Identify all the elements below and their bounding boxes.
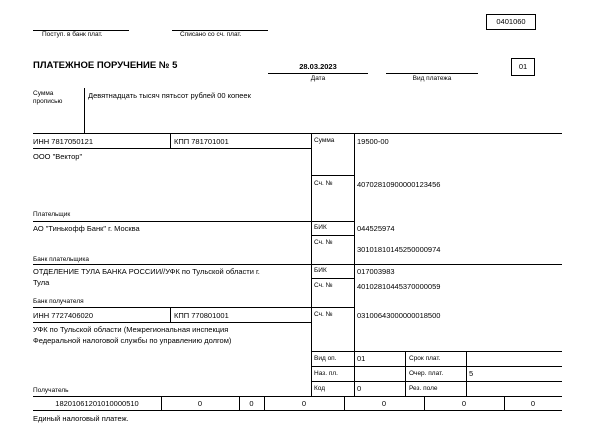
tax-field-period: 0 — [301, 399, 307, 408]
document-title: ПЛАТЕЖНОЕ ПОРУЧЕНИЕ № 5 — [33, 60, 178, 71]
recipient-account: 03100643000000018500 — [357, 311, 441, 320]
reserve-label: Рез. поле — [409, 385, 438, 392]
tax-field-doc-date: 0 — [461, 399, 467, 408]
payer-bank-bik-label: БИК — [314, 224, 327, 231]
payer-label: Плательщик — [33, 211, 71, 218]
tax-field-basis: 0 — [249, 399, 254, 408]
recipient-bank-name-2: Тула — [33, 278, 50, 287]
amount-words-label-2: прописью — [33, 98, 63, 105]
payer-bank-label: Банк плательщика — [33, 256, 89, 263]
payer-bank-account: 30101810145250000974 — [357, 245, 441, 254]
priority-value: 5 — [469, 369, 474, 378]
payer-kpp: КПП 781701001 — [174, 137, 229, 146]
payer-bank-bik: 044525974 — [357, 224, 395, 233]
recipient-label: Получатель — [33, 387, 69, 394]
tax-row-bottom-line — [33, 410, 562, 411]
date-label: Дата — [310, 75, 326, 82]
amount-words-divider — [84, 88, 85, 133]
status-code: 01 — [518, 62, 528, 71]
recipient-account-label: Сч. № — [314, 311, 333, 318]
payer-amount-label: Сумма — [314, 137, 335, 144]
codes-divider-3 — [466, 351, 467, 396]
payment-type-line — [386, 73, 478, 74]
payer-bank-name: АО "Тинькофф Банк" г. Москва — [33, 224, 140, 233]
recipient-inn-kpp-divider — [170, 307, 171, 322]
payer-account: 40702810900000123456 — [357, 180, 441, 189]
codes-divider-2 — [405, 351, 406, 396]
payment-type-label: Вид платежа — [412, 75, 452, 82]
payment-purpose: Единый налоговый платеж. — [33, 414, 129, 423]
recipient-bank-bottom-line — [33, 307, 355, 308]
amount-words-value: Девятнадцать тысяч пятьсот рублей 00 копеек — [88, 91, 251, 100]
codes-mid-line-1 — [311, 366, 562, 367]
tax-field-oktmo: 0 — [197, 399, 203, 408]
form-code: 0401060 — [496, 17, 526, 26]
amount-words-bottom-line — [33, 133, 562, 134]
recipient-bank-bik-label: БИК — [314, 267, 327, 274]
frame-left-column — [311, 133, 312, 396]
document-date: 28.03.2023 — [299, 62, 337, 71]
recipient-inn: ИНН 7727406020 — [33, 311, 94, 320]
recipient-kpp: КПП 770801001 — [174, 311, 229, 320]
recipient-bank-bik-line — [311, 278, 354, 279]
frame-value-column — [354, 133, 355, 351]
tax-field-kbk: 18201061201010000510 — [55, 399, 139, 408]
code-value: 0 — [357, 384, 362, 393]
payer-inn: ИНН 7817050121 — [33, 137, 94, 146]
codes-divider-1 — [354, 351, 355, 396]
payer-bank-bottom-line — [33, 264, 562, 265]
priority-label: Очер. плат. — [409, 370, 444, 377]
payer-amount-line — [311, 175, 354, 176]
payer-inn-kpp-divider — [170, 133, 171, 148]
codes-top-line — [311, 351, 562, 352]
date-line — [268, 73, 368, 74]
recipient-bank-account: 40102810445370000059 — [357, 282, 441, 291]
payer-account-label: Сч. № — [314, 180, 333, 187]
payer-inn-line — [33, 148, 311, 149]
payer-bank-bik-line — [311, 235, 354, 236]
codes-mid-line-2 — [311, 381, 562, 382]
code-label: Код — [314, 385, 326, 392]
purpose-code-label: Наз. пл. — [314, 370, 338, 377]
payer-amount: 19500-00 — [357, 137, 389, 146]
recipient-bank-account-label: Сч. № — [314, 282, 333, 289]
recipient-name-1: УФК по Тульской области (Межрегиональная инспекция — [33, 325, 229, 334]
recipient-name-2: Федеральной налоговой службы по управлению долгом) — [33, 336, 232, 345]
tax-field-type: 0 — [530, 399, 536, 408]
recipient-inn-line — [33, 322, 311, 323]
tax-field-doc-number: 0 — [381, 399, 387, 408]
payer-bottom-line — [33, 221, 355, 222]
recipient-bank-label: Банк получателя — [33, 298, 84, 305]
recipient-bank-bik: 017003983 — [357, 267, 395, 276]
payer-name: ООО "Вектор" — [33, 152, 83, 161]
amount-words-label-1: Сумма — [33, 90, 54, 97]
tax-row-top-line — [33, 396, 562, 397]
payer-bank-account-label: Сч. № — [314, 239, 333, 246]
op-type: 01 — [357, 354, 366, 363]
term-label: Срок плат. — [409, 355, 441, 362]
op-type-label: Вид оп. — [314, 355, 337, 362]
recipient-bank-name-1: ОТДЕЛЕНИЕ ТУЛА БАНКА РОССИИ//УФК по Тульской области г. — [33, 267, 260, 276]
received-label: Поступ. в банк плат. — [42, 31, 103, 38]
debited-label: Списано со сч. плат. — [180, 31, 242, 38]
